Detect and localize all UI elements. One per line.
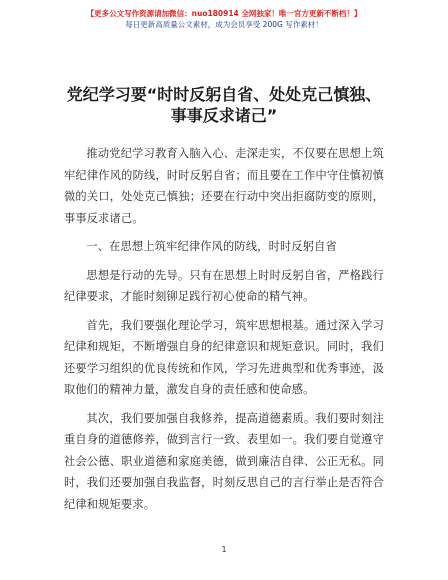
body-paragraph: 思想是行动的先导。只有在思想上时时反躬自省，严格践行纪律要求，才能时刻铆足践行初心使命的精气神。 xyxy=(64,268,384,303)
document-body xyxy=(64,143,384,522)
header-banner xyxy=(0,8,448,30)
banner-promo-line: 【更多公文写作资源请加微信：nuo180914 全网独家！唯一官方更新不断档！】 xyxy=(86,9,362,18)
document-title xyxy=(0,84,448,126)
title-line-1: 党纪学习要“时时反躬自省、处处克己慎独、 xyxy=(66,85,382,104)
body-paragraph: 其次，我们要加强自我修养，提高道德素质。我们要时刻注重自身的道德修养，做到言行一致、表里如一。我们要自觉遵守社会公德、职业道德和家庭美德，做到廉洁自律、公正无私。同时，我们还要加强自我监督，时刻反思自己的言行举止是否符合纪律和规矩要求。 xyxy=(64,411,384,511)
banner-subtitle-line: 每日更新高质量公文素材，成为会员享受 200G 写作素材！ xyxy=(125,20,323,29)
page-number: 1 xyxy=(221,545,227,554)
section-heading: 一、在思想上筑牢纪律作风的防线，时时反躬自省 xyxy=(86,240,337,253)
title-line-2: 事事反求诸己” xyxy=(170,106,278,125)
intro-paragraph: 推动党纪学习教育入脑入心、走深走实，不仅要在思想上筑牢纪律作风的防线，时时反躬自省；而且要在工作中守住慎初慎微的关口，处处克己慎独；还要在行动中突出拒腐防变的原则，事事反求诸己。 xyxy=(64,147,384,225)
body-paragraph: 首先，我们要强化理论学习，筑牢思想根基。通过深入学习纪律和规矩，不断增强自身的纪律意识和规矩意识。同时，我们还要学习组织的优良传统和作风，学习先进典型和优秀事迹，汲取他们的精神力量，激发自身的责任感和使命感。 xyxy=(64,318,384,396)
